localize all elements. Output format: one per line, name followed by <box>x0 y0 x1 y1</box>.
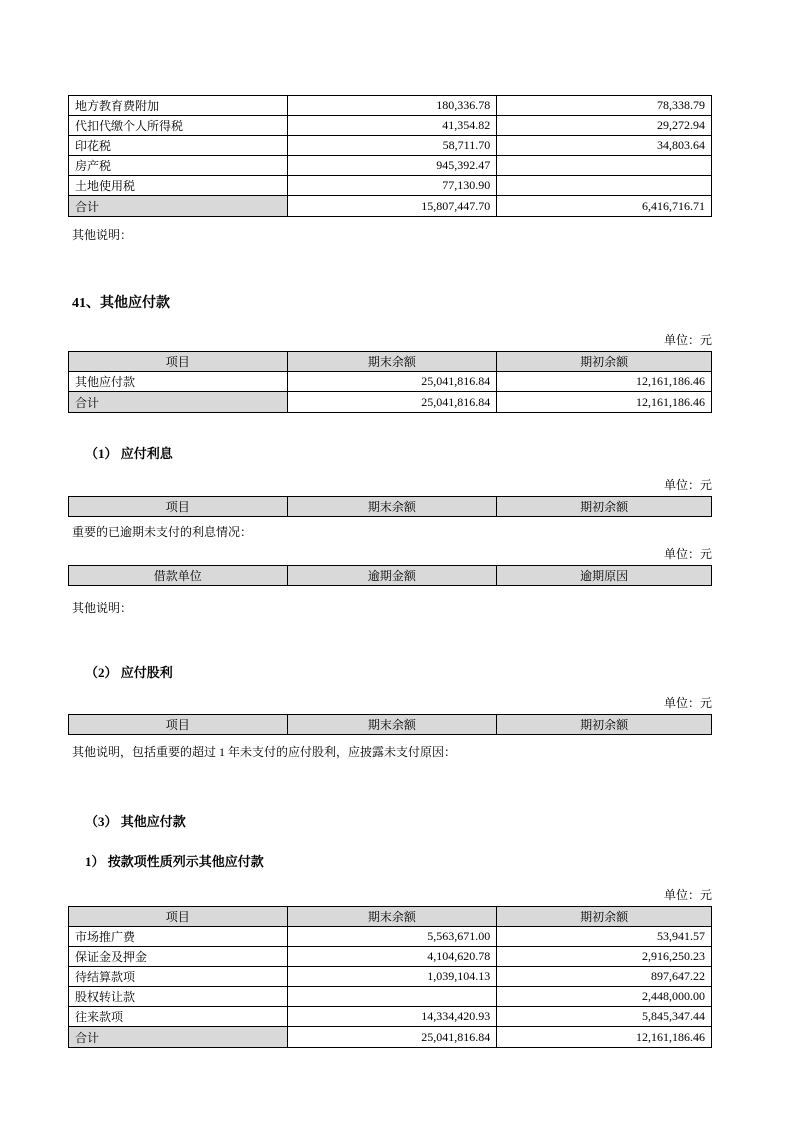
column-header: 期初余额 <box>497 352 712 372</box>
table-header-row <box>69 907 712 927</box>
table-cell: 34,803.64 <box>497 136 712 156</box>
table-row <box>69 372 712 392</box>
table-row <box>69 1027 712 1048</box>
table-cell: 14,334,420.93 <box>287 1007 497 1027</box>
table-cell: 12,161,186.46 <box>497 372 712 392</box>
table-cell: 15,807,447.70 <box>287 196 497 217</box>
table-row <box>69 116 712 136</box>
table-header-row <box>69 497 712 517</box>
table-row <box>69 176 712 196</box>
table-cell: 股权转让款 <box>69 987 288 1007</box>
column-header: 期末余额 <box>287 352 497 372</box>
section-heading-other-payables: 41、其他应付款 <box>72 296 170 311</box>
column-header: 期末余额 <box>287 497 497 517</box>
table-cell: 其他应付款 <box>69 372 288 392</box>
table-cell: 1,039,104.13 <box>287 967 497 987</box>
subsection-heading-dividends-payable: （2） 应付股利 <box>85 665 173 680</box>
table-cell: 77,130.90 <box>287 176 497 196</box>
table-cell: 地方教育费附加 <box>69 96 288 116</box>
page-content <box>68 95 712 1048</box>
table-cell: 代扣代缴个人所得税 <box>69 116 288 136</box>
column-header: 逾期金额 <box>287 566 497 586</box>
table-cell: 土地使用税 <box>69 176 288 196</box>
table-cell: 往来款项 <box>69 1007 288 1027</box>
subsection-heading-other-payables-detail: （3） 其他应付款 <box>85 814 186 829</box>
column-header: 项目 <box>69 715 288 735</box>
subheading-by-nature: 1） 按款项性质列示其他应付款 <box>85 854 264 869</box>
unit-label: 单位：元 <box>663 478 712 492</box>
table-row <box>69 927 712 947</box>
column-header: 借款单位 <box>69 566 288 586</box>
table-row <box>69 947 712 967</box>
table-cell: 5,563,671.00 <box>287 927 497 947</box>
table-cell: 29,272.94 <box>497 116 712 136</box>
table-cell: 合计 <box>69 392 288 413</box>
table-header-row <box>69 715 712 735</box>
column-header: 项目 <box>69 907 288 927</box>
other-notes-label: 其他说明： <box>72 601 133 615</box>
overdue-interest-note: 重要的已逾期未支付的利息情况： <box>72 525 253 539</box>
table-cell: 945,392.47 <box>287 156 497 176</box>
table-cell: 25,041,816.84 <box>287 372 497 392</box>
column-header: 逾期原因 <box>497 566 712 586</box>
column-header: 期初余额 <box>497 497 712 517</box>
other-notes-label: 其他说明： <box>72 228 133 242</box>
table-cell: 2,916,250.23 <box>497 947 712 967</box>
unit-label: 单位：元 <box>663 547 712 561</box>
table-cell: 41,354.82 <box>287 116 497 136</box>
other-payables-summary-table <box>68 351 712 413</box>
dividend-note: 其他说明，包括重要的超过 1 年未支付的应付股利，应披露未支付原因： <box>72 745 457 759</box>
other-payables-detail-table <box>68 906 712 1048</box>
unit-label: 单位：元 <box>663 696 712 710</box>
table-cell: 房产税 <box>69 156 288 176</box>
table-cell: 印花税 <box>69 136 288 156</box>
table-row <box>69 156 712 176</box>
subsection-heading-interest-payable: （1） 应付利息 <box>85 446 173 461</box>
table-row <box>69 96 712 116</box>
table-cell: 12,161,186.46 <box>497 1027 712 1048</box>
interest-payable-table <box>68 496 712 517</box>
unit-label: 单位：元 <box>663 888 712 902</box>
table-cell: 12,161,186.46 <box>497 392 712 413</box>
table-header-row <box>69 352 712 372</box>
table-row <box>69 967 712 987</box>
table-row <box>69 987 712 1007</box>
unit-label: 单位：元 <box>663 333 712 347</box>
column-header: 项目 <box>69 497 288 517</box>
table-cell: 180,336.78 <box>287 96 497 116</box>
column-header: 期初余额 <box>497 907 712 927</box>
table-cell: 897,647.22 <box>497 967 712 987</box>
table-cell: 6,416,716.71 <box>497 196 712 217</box>
table-cell: 4,104,620.78 <box>287 947 497 967</box>
table-cell: 市场推广费 <box>69 927 288 947</box>
table-row <box>69 1007 712 1027</box>
table-cell: 5,845,347.44 <box>497 1007 712 1027</box>
table-cell: 58,711.70 <box>287 136 497 156</box>
overdue-interest-table <box>68 565 712 586</box>
table-cell <box>497 176 712 196</box>
table-cell: 78,338.79 <box>497 96 712 116</box>
table-cell <box>287 987 497 1007</box>
table-row <box>69 196 712 217</box>
column-header: 期末余额 <box>287 715 497 735</box>
table-header-row <box>69 566 712 586</box>
table-cell: 保证金及押金 <box>69 947 288 967</box>
table-cell <box>497 156 712 176</box>
table-row <box>69 392 712 413</box>
table-cell: 合计 <box>69 1027 288 1048</box>
table-cell: 2,448,000.00 <box>497 987 712 1007</box>
table-cell: 合计 <box>69 196 288 217</box>
column-header: 项目 <box>69 352 288 372</box>
column-header: 期末余额 <box>287 907 497 927</box>
table-cell: 53,941.57 <box>497 927 712 947</box>
table-cell: 25,041,816.84 <box>287 392 497 413</box>
column-header: 期初余额 <box>497 715 712 735</box>
table-row <box>69 136 712 156</box>
table-cell: 25,041,816.84 <box>287 1027 497 1048</box>
taxes-continued-table <box>68 95 712 217</box>
table-cell: 待结算款项 <box>69 967 288 987</box>
dividends-payable-table <box>68 714 712 735</box>
